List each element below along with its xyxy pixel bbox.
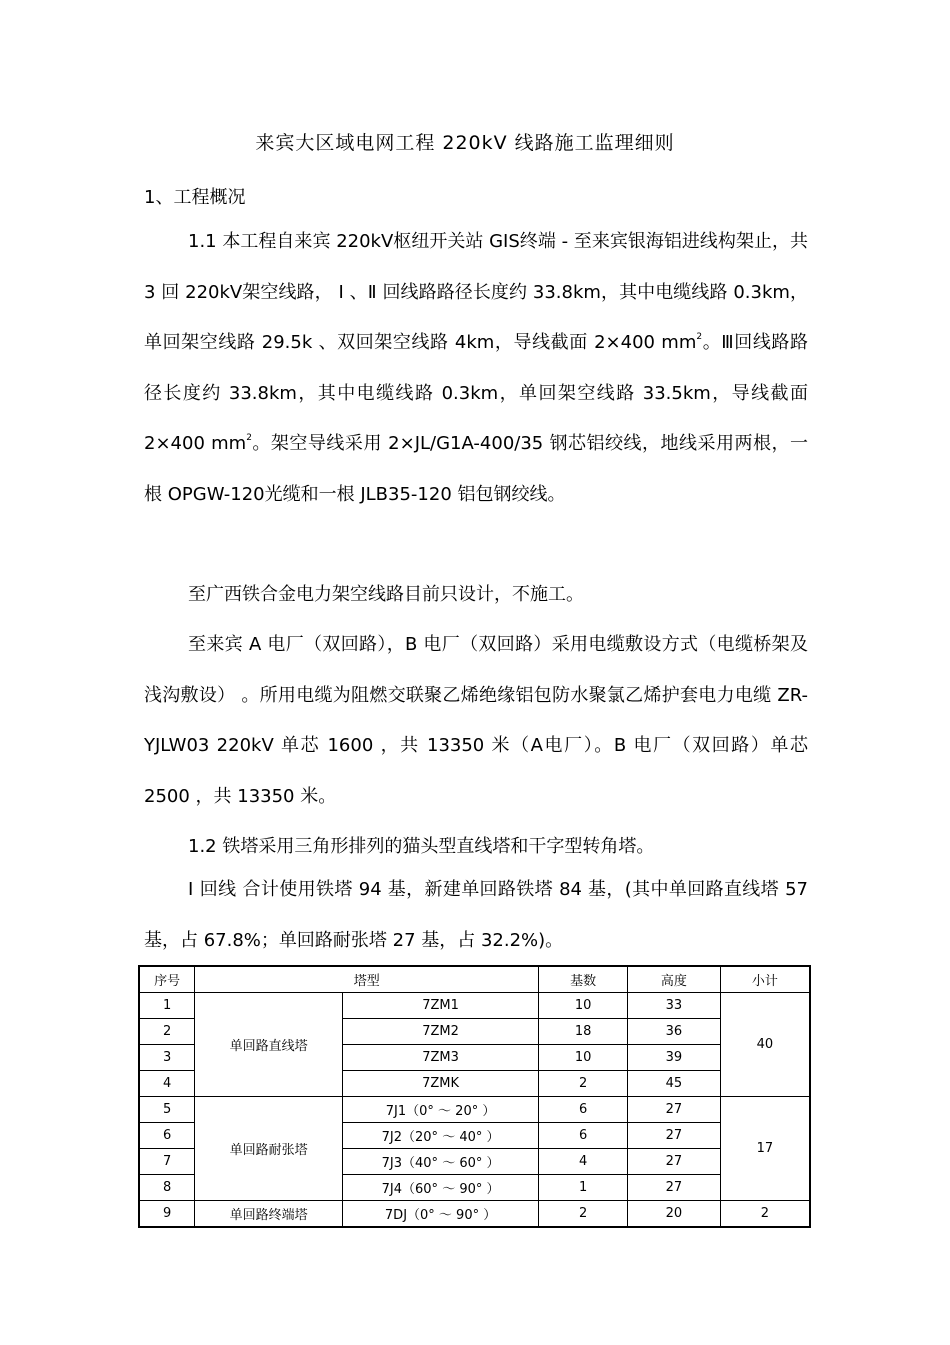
paragraph-1-1-text: 1.1 本工程自来宾 220kV枢纽开关站 GIS终端 - 至来宾银海铝进线构架止，共 3 回 220kV架空线路， Ⅰ 、Ⅱ 回线路路径长度约 33.8km，其中电缆线路 0.3km，单回架空线路 29.5k 、双回架空线路 4km，导线截面 2×400 mm	[144, 231, 808, 353]
row-count: 6	[539, 1097, 628, 1123]
paragraph-1-1-middle: 。Ⅲ回线路路径长度约 33.8km，其中电缆线路 0.3km，单回架空线路 33.5km，导线截面 2×400 mm	[144, 332, 808, 454]
table-header-row	[139, 966, 810, 993]
row-no: 8	[139, 1175, 195, 1201]
row-count: 6	[539, 1123, 628, 1149]
row-type: 7DJ（0° ～ 90° ）	[342, 1201, 538, 1228]
table-row	[139, 1097, 810, 1123]
header-subtotal: 小计	[720, 966, 810, 993]
row-height: 27	[628, 1123, 721, 1149]
row-count: 4	[539, 1149, 628, 1175]
row-count: 2	[539, 1201, 628, 1228]
row-type: 7ZMK	[342, 1071, 538, 1097]
group-subtotal: 17	[720, 1097, 810, 1201]
row-no: 4	[139, 1071, 195, 1097]
row-count: 18	[539, 1019, 628, 1045]
row-no: 1	[139, 993, 195, 1019]
row-height: 27	[628, 1097, 721, 1123]
paragraph-loop-1: Ⅰ 回线 合计使用铁塔 94 基，新建单回路铁塔 84 基，(其中单回路直线塔 57 基，占 67.8%；单回路耐张塔 27 基，占 32.2%)。	[144, 879, 808, 951]
header-count: 基数	[539, 966, 628, 993]
row-height: 33	[628, 993, 721, 1019]
row-no: 5	[139, 1097, 195, 1123]
paragraph-1-1	[144, 217, 808, 520]
paragraph-1-1-end: 。架空导线采用 2×JL/G1A-400/35 钢芯铝绞线，地线采用两根，一根 OPGW-120光缆和一根 JLB35-120 铝包钢绞线。	[144, 433, 808, 505]
paragraph-cable: 至来宾 A 电厂（双回路），B 电厂（双回路）采用电缆敷设方式（电缆桥架及浅沟敷设） 。所用电缆为阻燃交联聚乙烯绝缘铝包防水聚氯乙烯护套电力电缆 ZR-YJLW03 220kV 单芯 1600 ，共 13350 米（A电厂）。B 电厂（双回路）单芯 2500 ，共 13350 米。	[144, 634, 808, 807]
group-name: 单回路直线塔	[195, 993, 343, 1097]
row-no: 2	[139, 1019, 195, 1045]
table-row	[139, 993, 810, 1019]
row-type: 7J3（40° ～ 60° ）	[342, 1149, 538, 1175]
header-tower-type: 塔型	[195, 966, 539, 993]
row-height: 45	[628, 1071, 721, 1097]
row-height: 27	[628, 1175, 721, 1201]
row-type: 7J1（0° ～ 20° ）	[342, 1097, 538, 1123]
group-name: 单回路终端塔	[195, 1201, 343, 1228]
row-type: 7ZM1	[342, 993, 538, 1019]
section-heading: 1、工程概况	[144, 187, 246, 208]
row-no: 9	[139, 1201, 195, 1228]
paragraph-guangxi: 至广西铁合金电力架空线路目前只设计，不施工。	[188, 584, 584, 605]
superscript: 2	[246, 433, 252, 443]
group-subtotal: 2	[720, 1201, 810, 1228]
row-no: 7	[139, 1149, 195, 1175]
row-count: 2	[539, 1071, 628, 1097]
row-count: 10	[539, 993, 628, 1019]
row-no: 3	[139, 1045, 195, 1071]
table-row	[139, 1201, 810, 1228]
row-type: 7J4（60° ～ 90° ）	[342, 1175, 538, 1201]
header-no: 序号	[139, 966, 195, 993]
paragraph-1-2: 1.2 铁塔采用三角形排列的猫头型直线塔和干字型转角塔。	[188, 836, 655, 857]
group-subtotal: 40	[720, 993, 810, 1097]
row-no: 6	[139, 1123, 195, 1149]
row-height: 36	[628, 1019, 721, 1045]
row-height: 20	[628, 1201, 721, 1228]
row-type: 7ZM3	[342, 1045, 538, 1071]
document-title: 来宾大区域电网工程 220kV 线路施工监理细则	[255, 132, 675, 154]
row-height: 27	[628, 1149, 721, 1175]
row-type: 7ZM2	[342, 1019, 538, 1045]
row-type: 7J2（20° ～ 40° ）	[342, 1123, 538, 1149]
header-height: 高度	[628, 966, 721, 993]
row-count: 1	[539, 1175, 628, 1201]
row-height: 39	[628, 1045, 721, 1071]
row-count: 10	[539, 1045, 628, 1071]
group-name: 单回路耐张塔	[195, 1097, 343, 1201]
tower-table	[138, 965, 811, 1228]
superscript: 2	[696, 332, 703, 342]
